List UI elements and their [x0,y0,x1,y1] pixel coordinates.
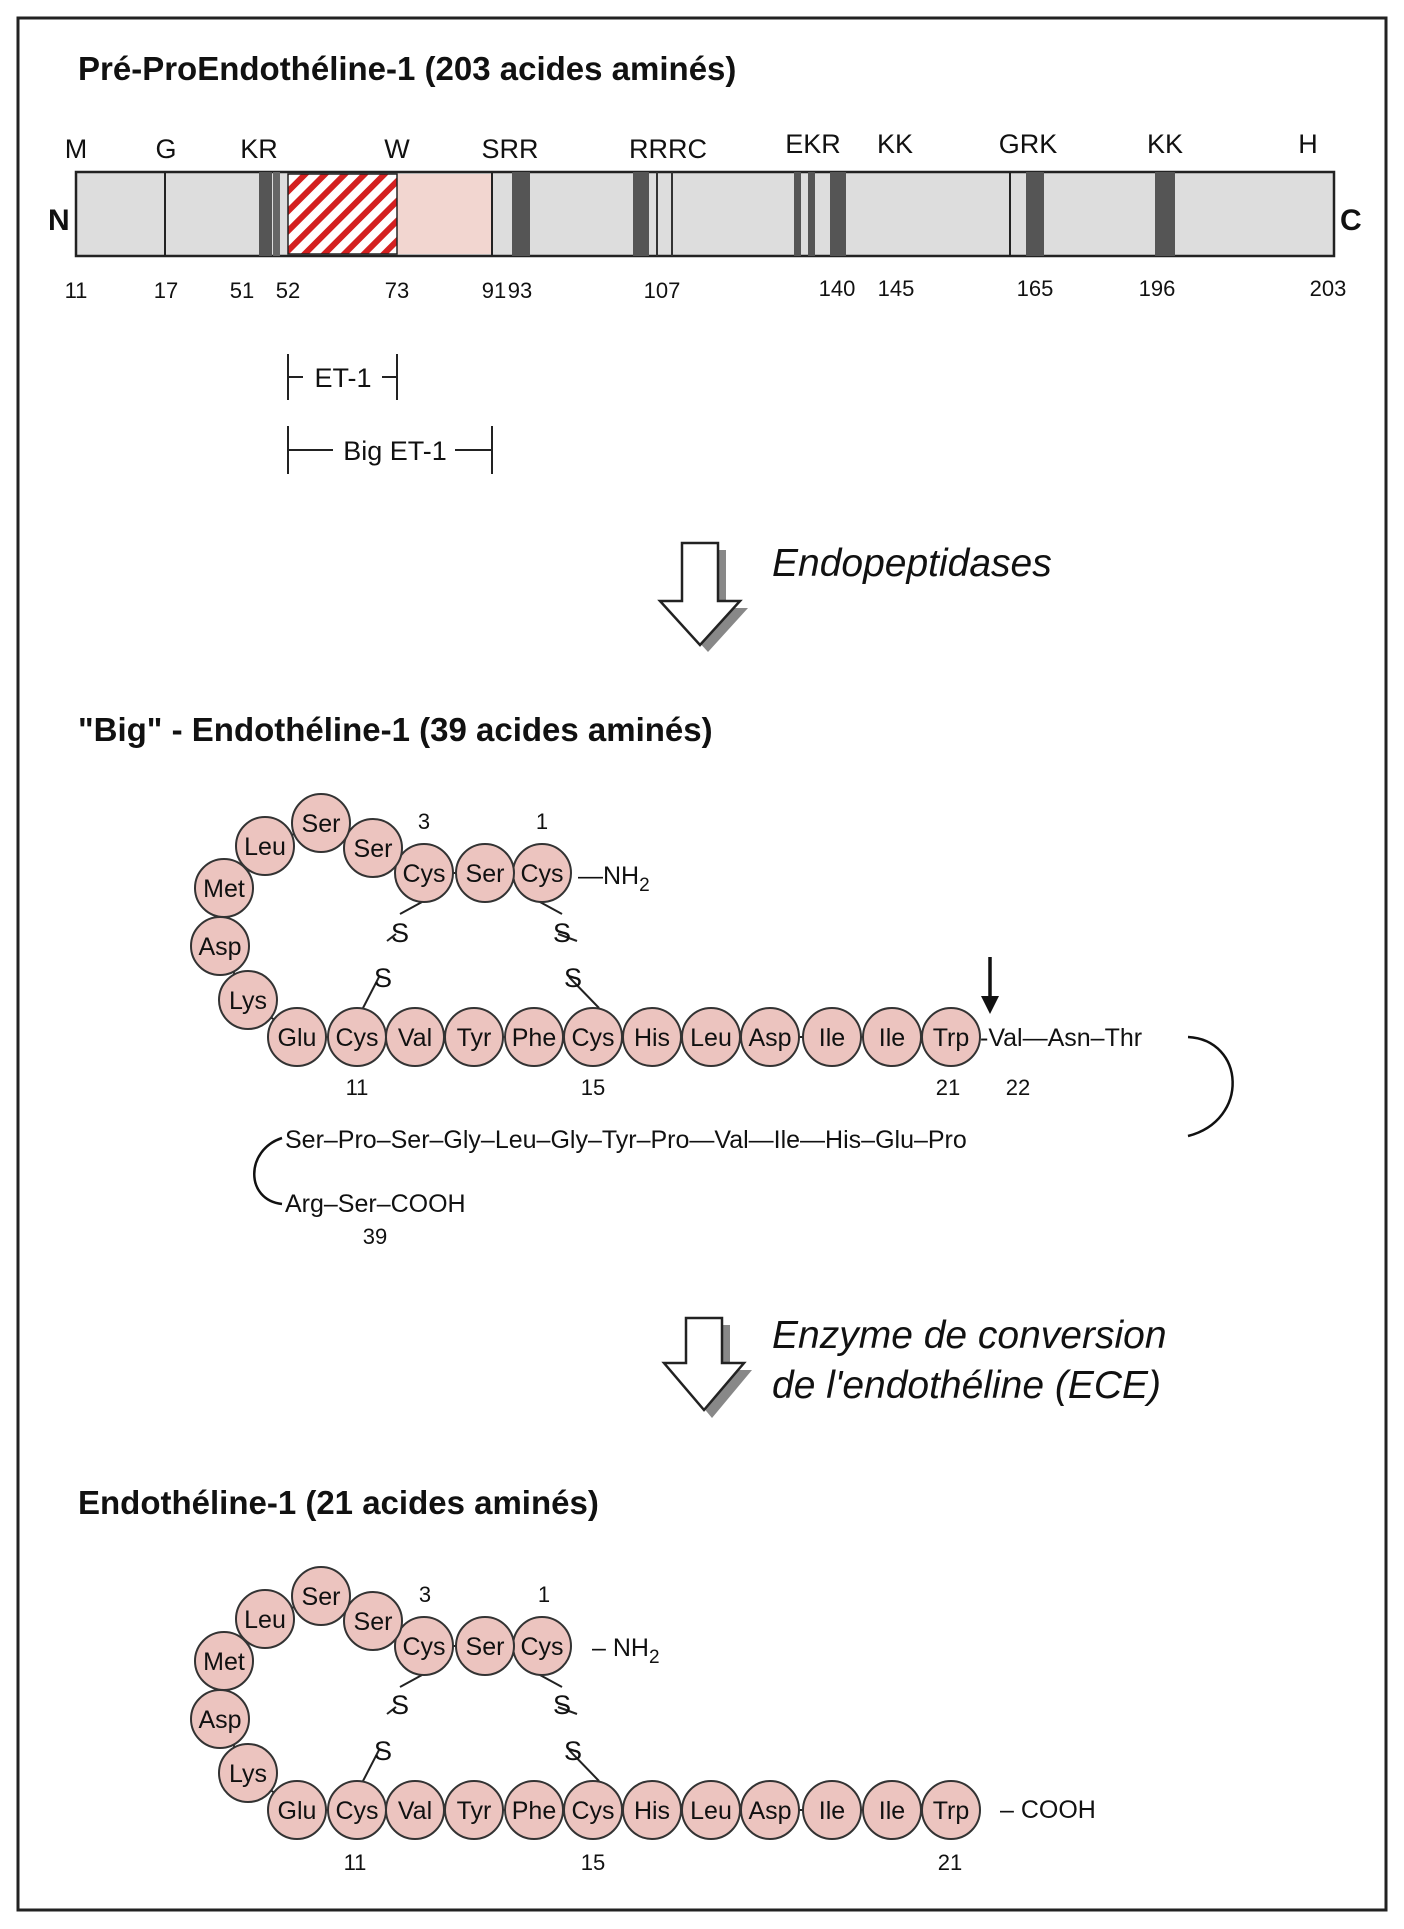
mature-residue-label-10: Glu [277,1797,317,1825]
big-pos-15: 15 [580,1075,606,1100]
top-label-kr: KR [240,134,278,164]
big-residue-label-10: Glu [277,1024,317,1052]
big-disulfide-s3: S [552,918,572,948]
mature-disulfide-s2: S [373,1736,393,1766]
big-residue-label-17: Leu [690,1024,732,1052]
num-17: 17 [153,278,179,303]
big-nh2-label: $—NH_2$ [578,862,650,896]
preproet-title: Pré-ProEndothéline-1 (203 acides aminés) [78,50,737,87]
cleavage-arrow [981,957,999,1014]
big-residue-label-7: Met [203,875,245,903]
mature-residue-label-4: Ser [353,1608,393,1636]
mature-residue-label-5: Ser [301,1583,341,1611]
num-73: 73 [384,278,410,303]
big-residue-label-12: Val [397,1024,433,1052]
num-52: 52 [275,278,301,303]
ece-label-line2: de l'endothéline (ECE) [772,1364,1162,1407]
big-residue-label-14: Phe [511,1024,557,1052]
top-label-w: W [384,134,410,164]
num-107: 107 [643,278,681,303]
mature-residue-label-12: Val [397,1797,433,1825]
big-pos-1: 1 [535,809,549,834]
num-145: 145 [877,276,915,301]
top-label-rrrc: RRRC [629,134,707,164]
mature-residue-label-3: Cys [402,1633,446,1661]
site-kk-196 [1155,172,1175,256]
site-grk-2 [1026,172,1044,256]
ece-arrow [664,1318,752,1418]
top-label-g: G [155,134,177,164]
num-93: 93 [507,278,533,303]
big-residue-label-2: Ser [465,860,505,888]
big-residue-label-3: Cys [402,860,446,888]
big-pos-21: 21 [935,1075,961,1100]
mature-pos-15: 15 [580,1850,606,1875]
num-203: 203 [1309,276,1347,301]
big-bond-0-0 [400,902,422,914]
mature-residue-label-14: Phe [511,1797,557,1825]
big-tail-line2: Ser–Pro–Ser–Gly–Leu–Gly–Tyr–Pro—Val—Ile—His–Glu–Pro [285,1126,967,1154]
et1-bracket-label: ET-1 [314,363,372,393]
mature-residue-label-6: Leu [244,1606,286,1634]
top-label-grk: GRK [998,129,1058,159]
top-label-srr: SRR [481,134,539,164]
mature-residue-label-7: Met [203,1648,245,1676]
big-residue-label-6: Leu [244,833,286,861]
mature-disulfide-s1: S [390,1690,410,1720]
site-ekr-1 [794,172,801,256]
n-terminus-label: N [48,204,70,237]
tail-connector-left [254,1138,282,1204]
site-kr-1 [259,172,272,256]
mature-pos-11: 11 [343,1850,367,1875]
et1-hatched-region [288,174,397,254]
num-196: 196 [1138,276,1176,301]
big-disulfide-s1: S [390,918,410,948]
big-pos-39: 39 [362,1224,388,1249]
big-residue-label-4: Ser [353,835,393,863]
big-et1-bracket [288,426,492,474]
site-ekr-2 [808,172,815,256]
mature-pos-21: 21 [937,1850,963,1875]
top-label-ekr: EKR [785,129,841,159]
mature-pos-3: 3 [418,1582,432,1607]
top-label-kk-1: KK [876,129,914,159]
mature-residue-label-8: Asp [198,1706,242,1734]
mature-bond-0-0 [400,1675,422,1687]
endopeptidases-label: Endopeptidases [772,542,1052,585]
bar-top-labels [65,129,1318,164]
big-residue-label-1: Cys [520,860,564,888]
num-51: 51 [229,278,255,303]
num-165: 165 [1016,276,1054,301]
mature-pos-1: 1 [537,1582,551,1607]
mature-residue-label-18: Asp [748,1797,792,1825]
mature-residue-label-13: Tyr [456,1797,492,1825]
mature-residue-label-9: Lys [229,1760,267,1788]
big-bond-1-0 [540,902,562,914]
mature-residue-label-2: Ser [465,1633,505,1661]
mature-cooh-label: – COOH [1000,1796,1096,1824]
mature-residue-label-19: Ile [818,1797,846,1825]
mature-nh2-label: – $NH_2$ [592,1634,660,1668]
site-srr [512,172,530,256]
et1-peptide [191,1567,980,1839]
mature-residue-label-21: Trp [932,1797,970,1825]
big-et1-peptide [191,794,980,1066]
mature-residue-label-15: Cys [571,1797,615,1825]
big-tail-line3: Arg–Ser–COOH [285,1190,466,1218]
site-kr-2 [273,172,280,256]
big-residue-label-19: Ile [818,1024,846,1052]
mature-residue-label-1: Cys [520,1633,564,1661]
big-residue-label-8: Asp [198,933,242,961]
big-residue-label-21: Trp [932,1024,970,1052]
top-label-kk-2: KK [1146,129,1184,159]
et1-title: Endothéline-1 (21 acides aminés) [78,1484,599,1521]
big-et1-bracket-label: Big ET-1 [343,436,447,466]
num-91: 91 [481,278,507,303]
mature-disulfide-s3: S [552,1690,572,1720]
mature-residue-label-11: Cys [335,1797,379,1825]
big-tail-line1: -Val—Asn–Thr [980,1024,1143,1052]
site-ekr-3 [830,172,846,256]
big-residue-label-9: Lys [229,987,267,1015]
ece-label-line1: Enzyme de conversion [772,1314,1167,1357]
big-pos-3: 3 [417,809,431,834]
top-label-m: M [64,134,88,164]
tail-connector-right [1188,1037,1233,1136]
mature-residue-label-16: His [633,1797,671,1825]
top-label-h: H [1298,129,1318,159]
big-residue-label-11: Cys [335,1024,379,1052]
big-residue-label-15: Cys [571,1024,615,1052]
mature-residue-label-17: Leu [690,1797,732,1825]
big-pos-11: 11 [345,1075,369,1100]
big-residue-label-20: Ile [878,1024,906,1052]
big-disulfide-s4: S [563,963,583,993]
bar-bottom-numbers [65,276,1347,303]
mature-residue-label-20: Ile [878,1797,906,1825]
big-pos-22: 22 [1005,1075,1031,1100]
big-residue-label-5: Ser [301,810,341,838]
mature-disulfide-s4: S [563,1736,583,1766]
big-residue-label-13: Tyr [456,1024,492,1052]
mature-bond-1-0 [540,1675,562,1687]
num-11: 11 [64,278,88,303]
big-residue-label-18: Asp [748,1024,792,1052]
big-disulfide-s2: S [373,963,393,993]
et1-bracket [288,354,397,400]
big-residue-label-16: His [633,1024,671,1052]
num-140: 140 [818,276,856,301]
big-et1-title: "Big" - Endothéline-1 (39 acides aminés) [78,711,713,748]
endopeptidases-arrow [660,543,748,652]
c-terminus-label: C [1340,204,1362,237]
site-rrrc-1 [633,172,649,256]
